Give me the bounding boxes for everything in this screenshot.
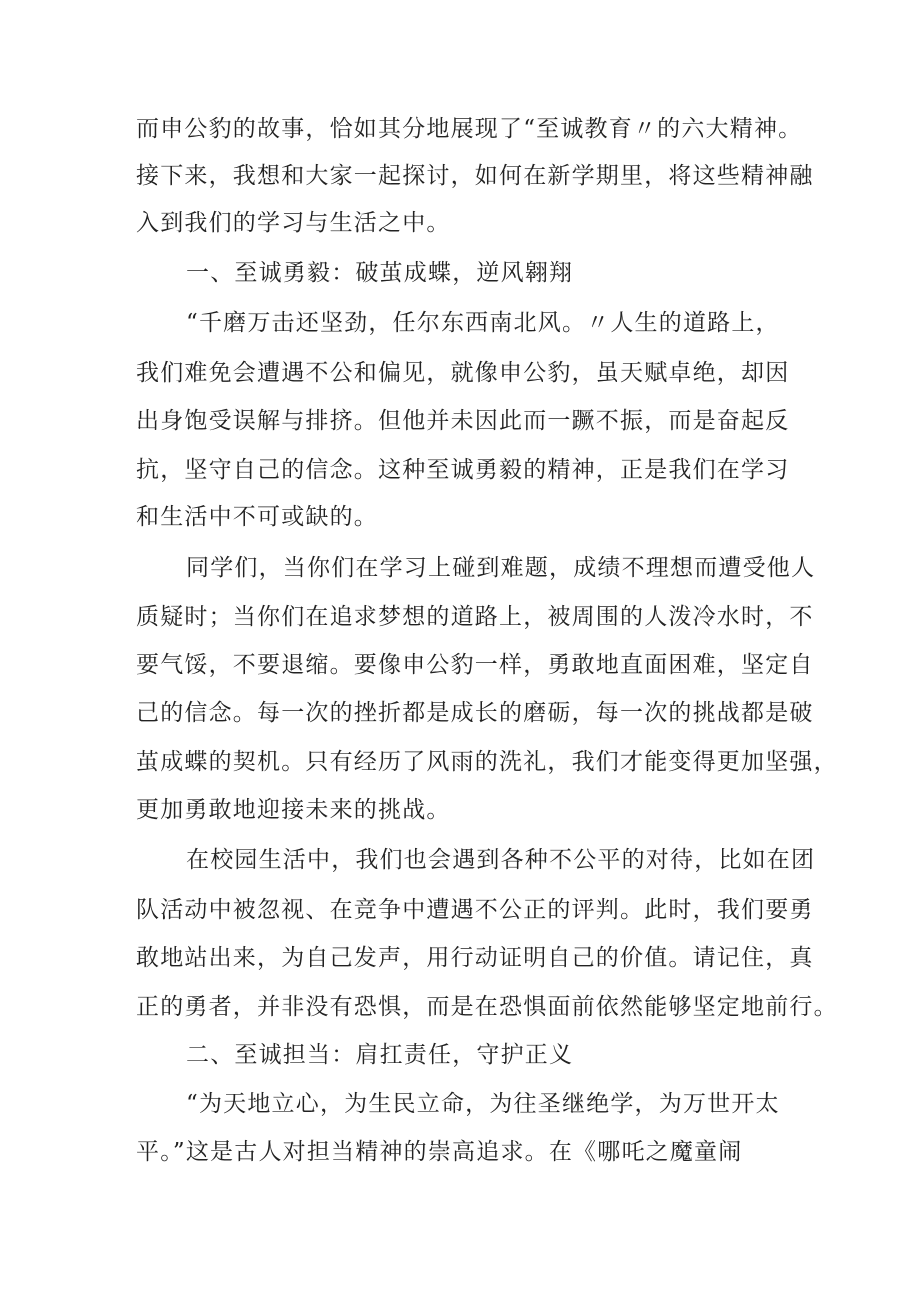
text-line: 要气馁，不要退缩。要像申公豹一样，勇敢地直面困难，坚定自 [136, 652, 814, 678]
text-line: 抗，坚守自己的信念。这种至诚勇毅的精神，正是我们在学习 [136, 457, 790, 483]
section-heading: 二、至诚担当：肩扛责任，守护正义 [186, 1042, 574, 1068]
text-line: 同学们，当你们在学习上碰到难题，成绩不理想而遭受他人 [186, 555, 816, 581]
text-line: 接下来，我想和大家一起探讨，如何在新学期里，将这些精神融 [136, 163, 814, 189]
text-line: 平。”这是古人对担当精神的崇高追求。在《哪吒之魔童闹 [136, 1139, 743, 1165]
text-line: “为天地立心，为生民立命，为往圣继绝学，为万世开太 [186, 1091, 780, 1117]
text-line: 更加勇敢地迎接未来的挑战。 [136, 797, 451, 823]
section-heading: 一、至诚勇毅：破茧成蝶，逆风翱翔 [186, 260, 574, 286]
text-line: 出身饱受误解与排挤。但他并未因此而一蹶不振，而是奋起反 [136, 408, 790, 434]
text-line: 在校园生活中，我们也会遇到各种不公平的对待，比如在团 [186, 847, 816, 873]
text-line: 茧成蝶的契机。只有经历了风雨的洗礼，我们才能变得更加坚强， [136, 749, 838, 775]
text-line: 正的勇者，并非没有恐惧，而是在恐惧面前依然能够坚定地前行。 [136, 994, 838, 1020]
text-line: 我们难免会遭遇不公和偏见，就像申公豹，虽天赋卓绝，却因 [136, 360, 790, 386]
text-line: 入到我们的学习与生活之中。 [136, 210, 451, 236]
text-line: 队活动中被忽视、在竞争中遭遇不公正的评判。此时，我们要勇 [136, 897, 814, 923]
text-line: 而申公豹的故事，恰如其分地展现了“至诚教育〃的六大精神。 [136, 116, 803, 142]
text-line: 敢地站出来，为自己发声，用行动证明自己的价值。请记住，真 [136, 945, 814, 971]
text-line: “千磨万击还坚劲，任尔东西南北风。〃人生的道路上， [186, 310, 780, 336]
text-line: 和生活中不可或缺的。 [136, 504, 378, 530]
text-line: 质疑时；当你们在追求梦想的道路上，被周围的人泼冷水时，不 [136, 604, 814, 630]
text-line: 己的信念。每一次的挫折都是成长的磨砺，每一次的挑战都是破 [136, 700, 814, 726]
